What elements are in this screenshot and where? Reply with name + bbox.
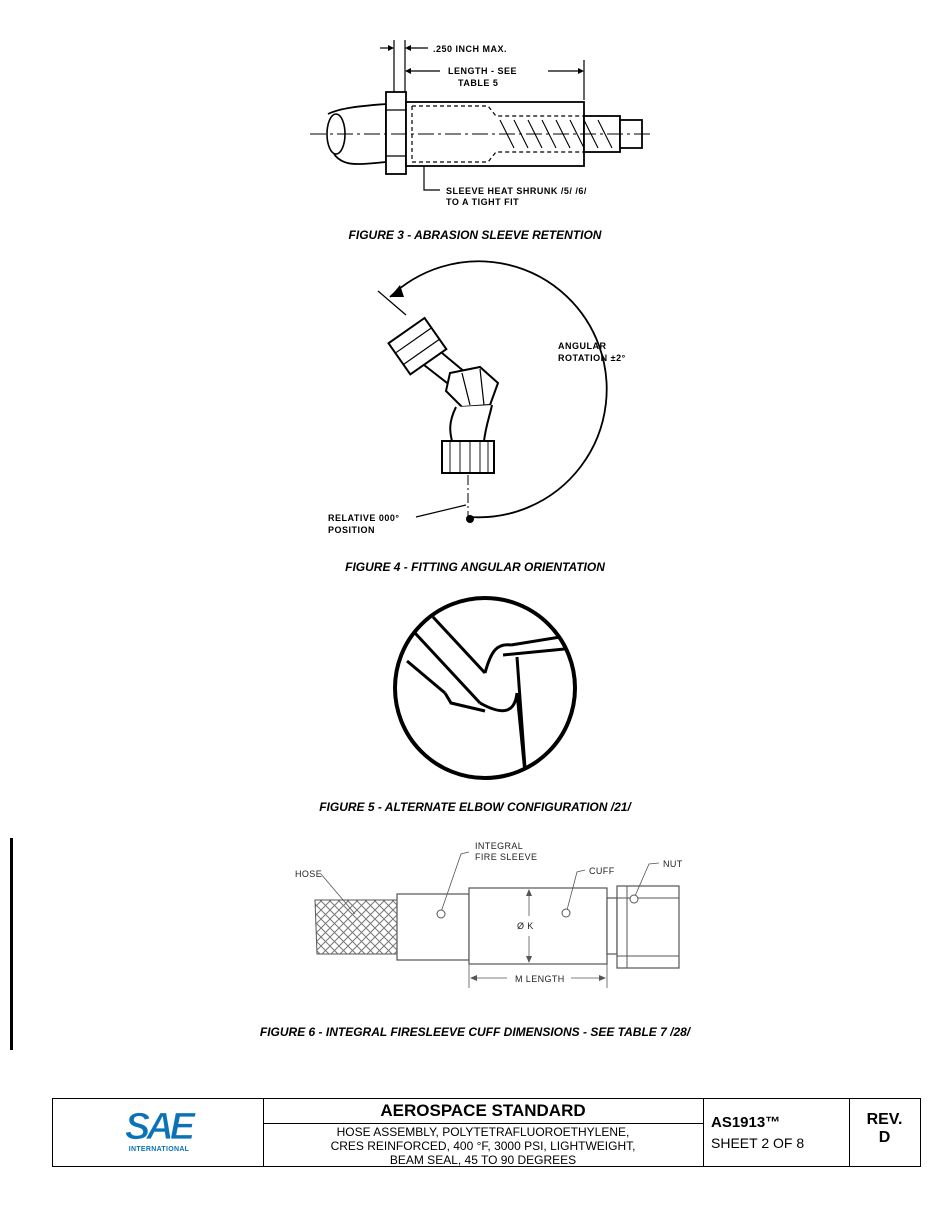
fig6-sleeve-label-2: FIRE SLEEVE xyxy=(475,852,538,862)
figure-6-drawing xyxy=(285,838,705,993)
figure-4-caption: FIGURE 4 - FITTING ANGULAR ORIENTATION xyxy=(345,560,605,574)
figure-5-drawing xyxy=(385,593,585,783)
document-number-cell xyxy=(703,1099,850,1166)
document-number: AS1913™ xyxy=(711,1114,781,1131)
revision-change-bar xyxy=(10,838,13,1050)
revision-cell xyxy=(849,1099,920,1166)
description-line-2: CRES REINFORCED, 400 °F, 3000 PSI, LIGHTWEIGHT, xyxy=(330,1139,636,1153)
title-block xyxy=(52,1098,921,1167)
figure-3-drawing xyxy=(300,30,660,215)
figure-6-caption: FIGURE 6 - INTEGRAL FIRESLEEVE CUFF DIMENSIONS - SEE TABLE 7 /28/ xyxy=(259,1025,691,1039)
sae-logo-subtext: INTERNATIONAL xyxy=(128,1146,190,1153)
figure-5-caption: FIGURE 5 - ALTERNATE ELBOW CONFIGURATION /21/ xyxy=(319,800,631,814)
figure-3-caption: FIGURE 3 - ABRASION SLEEVE RETENTION xyxy=(348,228,602,242)
figure-4-drawing xyxy=(320,255,660,545)
revision-value: D xyxy=(878,1129,891,1146)
fig6-nut-label: NUT xyxy=(663,859,683,869)
fig4-rotation-label-2: ROTATION ±2° xyxy=(558,353,626,363)
fig3-sleeve-label-2: TO A TIGHT FIT xyxy=(446,197,520,207)
fig4-rotation-label-1: ANGULAR xyxy=(558,341,607,351)
description-line-1: HOSE ASSEMBLY, POLYTETRAFLUOROETHYLENE, xyxy=(336,1125,630,1139)
sae-logo-mark xyxy=(53,1099,263,1166)
fig3-sleeve-label-1: SLEEVE HEAT SHRUNK /5/ /6/ xyxy=(446,186,587,196)
sheet-number: SHEET 2 OF 8 xyxy=(711,1135,805,1151)
title-block-description xyxy=(263,1099,704,1166)
fig6-hose-label: HOSE xyxy=(295,869,323,879)
sae-logo xyxy=(53,1099,264,1166)
description-line-3: BEAM SEAL, 45 TO 90 DEGREES xyxy=(389,1153,577,1167)
standard-heading: AEROSPACE STANDARD xyxy=(263,1099,703,1124)
fig6-cuff-label: CUFF xyxy=(589,866,615,876)
fig6-k-label: Ø K xyxy=(517,921,534,931)
fig4-relative-label-1: RELATIVE 000° xyxy=(328,513,400,523)
fig3-length-label-2: TABLE 5 xyxy=(458,78,499,88)
fig6-sleeve-label-1: INTEGRAL xyxy=(475,841,524,851)
fig3-length-label-1: LENGTH - SEE xyxy=(448,66,518,76)
fig4-relative-label-2: POSITION xyxy=(328,525,376,535)
fig3-max-label: .250 INCH MAX. xyxy=(433,44,508,54)
fig6-m-label: M LENGTH xyxy=(515,974,565,984)
revision-label: REV. xyxy=(866,1111,903,1128)
sae-logo-letters: SAE xyxy=(124,1106,192,1148)
